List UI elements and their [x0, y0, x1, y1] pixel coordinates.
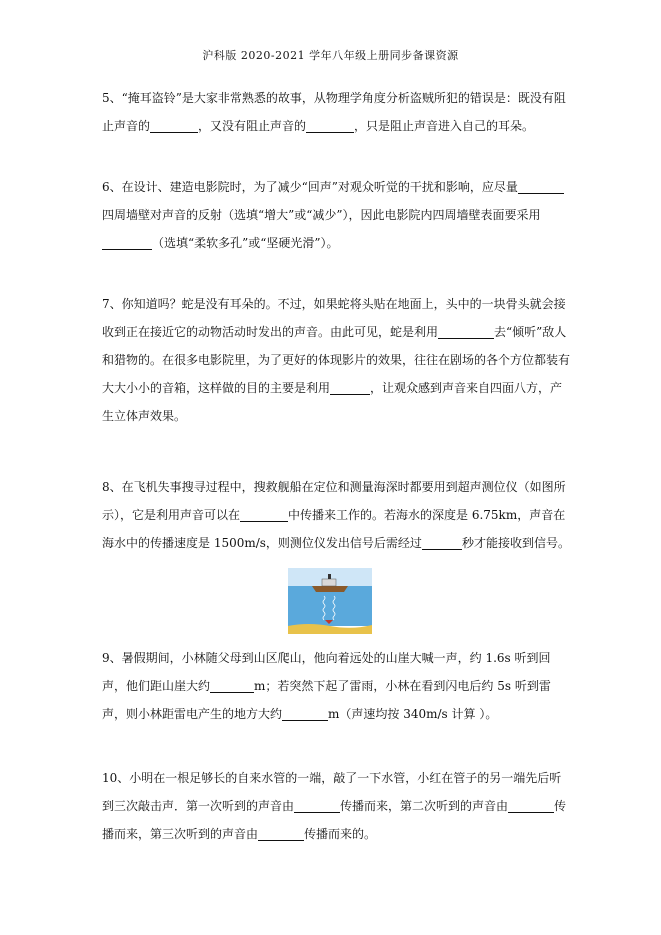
ship-hull-icon: [312, 586, 348, 592]
question-5: 5、“掩耳盗铃”是大家非常熟悉的故事，从物理学角度分析盗贼所犯的错误是：既没有阻止声音的 ，又没有阻止声音的 ，只是阻止声音进入自己的耳朵。: [102, 91, 566, 133]
answer-blank[interactable]: [210, 678, 254, 693]
ship-funnel-icon: [328, 574, 331, 579]
question-8: 8、在飞机失事搜寻过程中，搜救舰船在定位和测量海深时都要用到超声测位仪（如图所示），它是利用声音可以在 中传播来工作的。若海水的深度是 6.75km，声音在海水中的传播速度是 1500m/s，则测位仪发出信号后需经过 秒才能接收到信号。: [102, 480, 570, 550]
answer-blank[interactable]: [422, 535, 462, 550]
answer-blank[interactable]: [294, 798, 340, 813]
answer-blank[interactable]: [102, 235, 152, 250]
answer-blank[interactable]: [150, 118, 198, 133]
answer-blank[interactable]: [240, 507, 288, 522]
answer-blank[interactable]: [282, 706, 328, 721]
answer-blank[interactable]: [438, 324, 494, 339]
question-7: 7、你知道吗？蛇是没有耳朵的。不过，如果蛇将头贴在地面上，头中的一块骨头就会接收到正在接近它的动物活动时发出的声音。由此可见，蛇是利用 去“倾听”敌人和猎物的。在很多电影院里，为了更好的体现影片的效果，往往在剧场的各个方位都装有大大小小的音箱，这样做的目的主要是利用 ，让观众感到声音来自四面八方，产生立体声效果。: [102, 297, 571, 423]
answer-blank[interactable]: [258, 826, 304, 841]
answer-blank[interactable]: [518, 179, 564, 194]
question-9: 9、暑假期间，小林随父母到山区爬山，他向着远处的山崖大喊一声，约 1.6s 听到回声，他们距山崖大约 m；若突然下起了雷雨，小林在看到闪电后约 5s 听到雷声，则小林距雷电产生的地方大约 m（声速均按 340m/s 计算 ）。: [102, 651, 551, 721]
ship-cabin-icon: [322, 579, 336, 586]
answer-blank[interactable]: [508, 798, 554, 813]
answer-blank[interactable]: [306, 118, 354, 133]
answer-blank[interactable]: [330, 380, 370, 395]
question-6: 6、在设计、建造电影院时，为了减少“回声”对观众听觉的干扰和影响，应尽量四周墙壁对声音的反射（选填“增大”或“减少”），因此电影院内四周墙壁表面要采用（选填“柔软多孔”或“坚硬光滑”）。: [102, 173, 570, 257]
page-header: 沪科版 2020-2021 学年八年级上册同步备课资源: [202, 49, 459, 62]
sonar-ship-figure: [288, 568, 372, 634]
question-10: 10、小明在一根足够长的自来水管的一端，敲了一下水管，小红在管子的另一端先后听到三次敲击声．第一次听到的声音由 传播而来，第二次听到的声音由 传播而来，第三次听到的声音由 传播而来的。: [102, 771, 567, 841]
